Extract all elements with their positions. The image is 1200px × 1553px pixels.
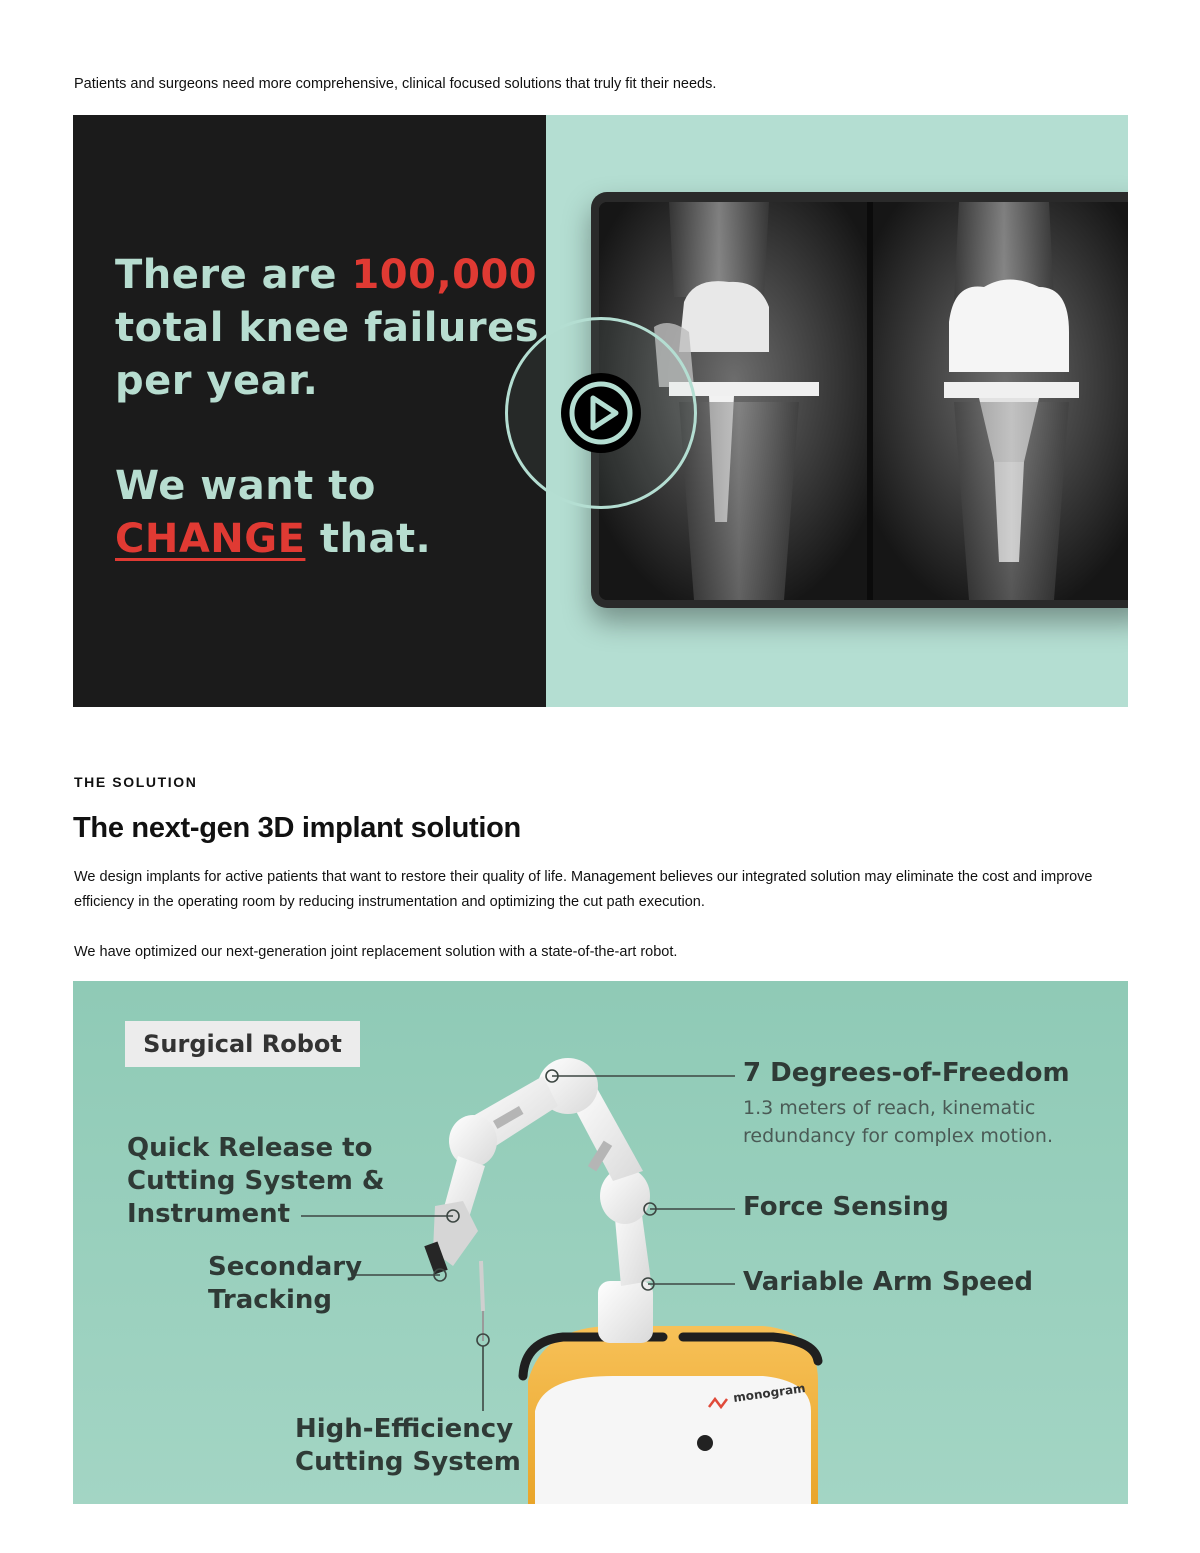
dof-title: 7 Degrees-of-Freedom [743, 1058, 1070, 1088]
headline-line4: We want to [115, 463, 376, 509]
variable-arm-speed-label: Variable Arm Speed [743, 1267, 1034, 1297]
brand-name: monogram [732, 1381, 807, 1405]
video-player[interactable] [73, 115, 1128, 707]
section-title: The next-gen 3D implant solution [73, 812, 521, 844]
force-sensing-label: Force Sensing [743, 1192, 949, 1222]
video-headline [115, 249, 539, 566]
headline-number: 100,000 [351, 252, 538, 298]
intro-text: Patients and surgeons need more comprehensive, clinical focused solutions that truly fit their needs. [74, 76, 717, 92]
headline-emphasis: CHANGE [115, 516, 306, 562]
headline-prefix: There are [115, 252, 352, 298]
headline-suffix: that. [305, 516, 432, 562]
headline-line3: per year. [115, 358, 319, 404]
quick-release-label: Quick Release to Cutting System & Instrument [127, 1133, 385, 1229]
surgical-robot-infographic [73, 981, 1128, 1504]
solution-paragraph-2: We have optimized our next-generation joint replacement solution with a state-of-the-art robot. [74, 944, 678, 960]
play-button[interactable] [505, 317, 697, 509]
dof-description: 1.3 meters of reach, kinematic redundancy for complex motion. [743, 1097, 1053, 1147]
surgical-robot-badge: Surgical Robot [125, 1021, 360, 1067]
cutting-system-label: High-Efficiency Cutting System [295, 1414, 521, 1477]
headline-line2: total knee failures [115, 305, 540, 351]
section-eyebrow: THE SOLUTION [74, 774, 198, 790]
secondary-tracking-label: Secondary Tracking [208, 1252, 363, 1315]
play-icon [561, 373, 641, 453]
solution-paragraph-1: We design implants for active patients that want to restore their quality of life. Management believes our integrated solution may eliminate the cost and improve efficiency in the operating room by reducing instrumentation and optimizing the cut path execution. [74, 869, 1093, 910]
